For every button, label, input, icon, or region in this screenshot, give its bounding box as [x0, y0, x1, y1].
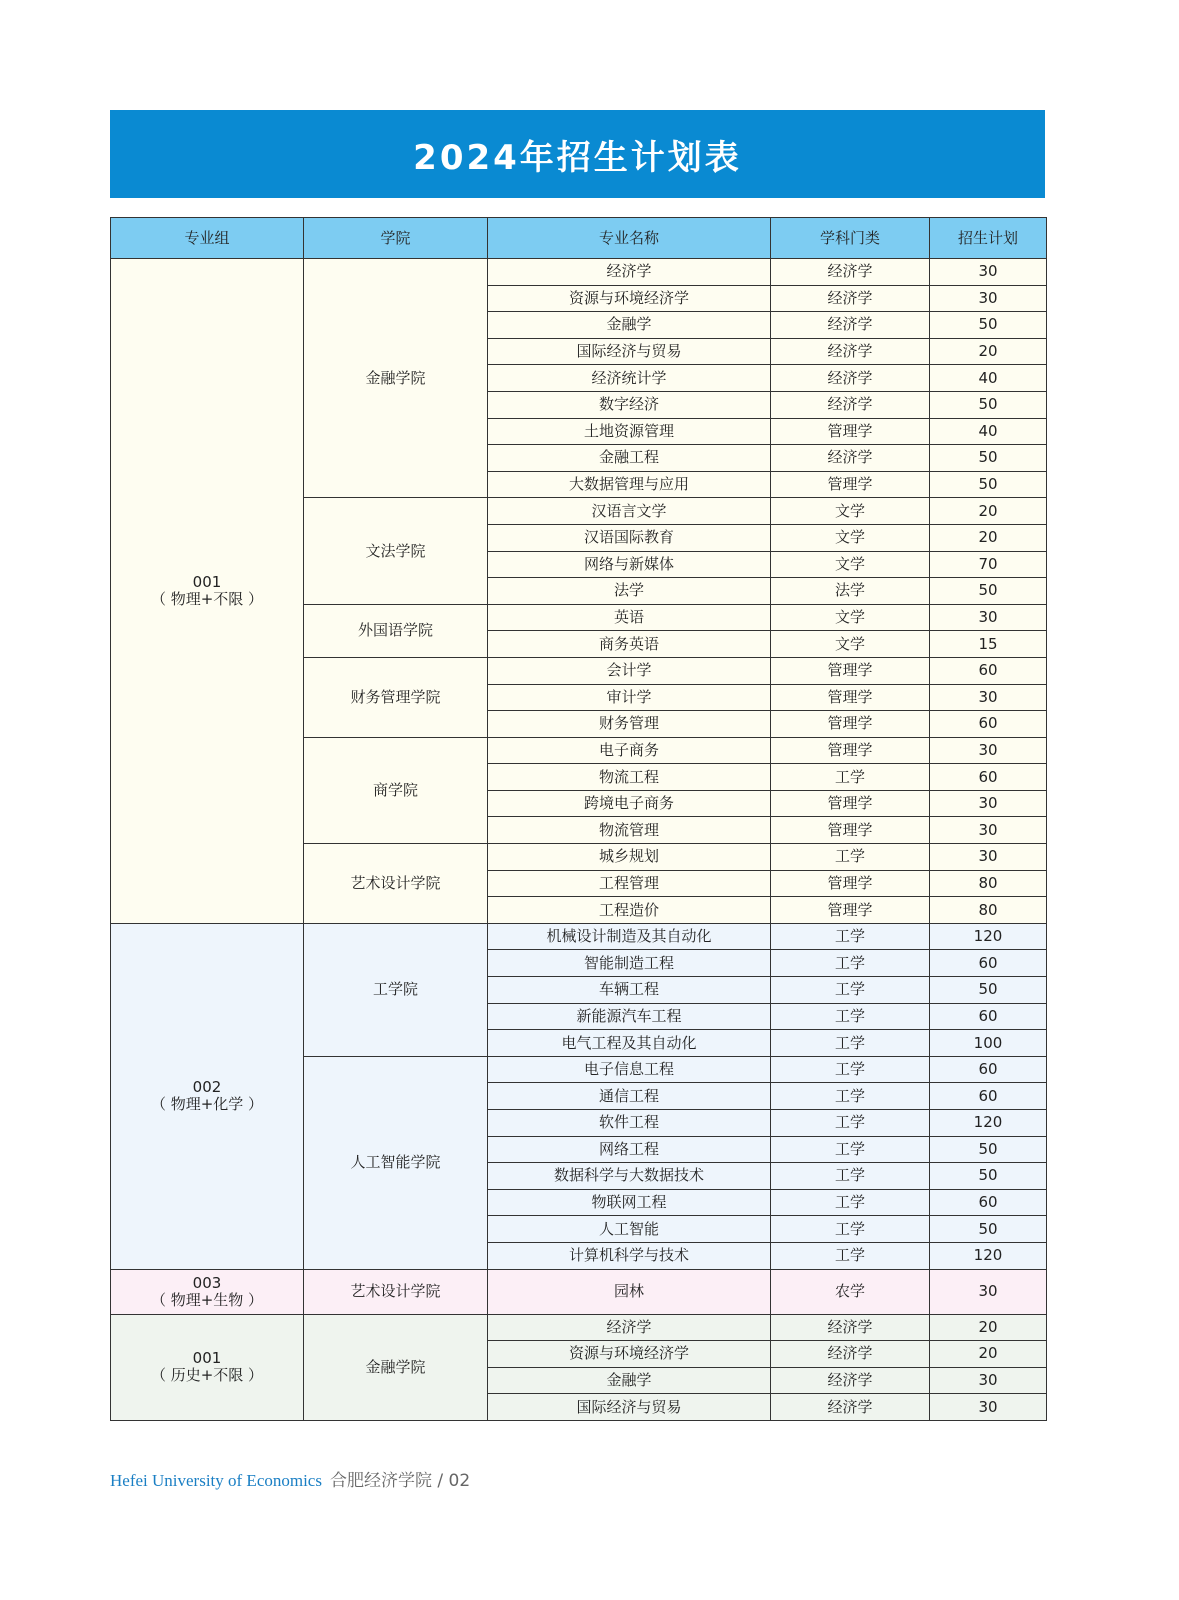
major-name: 商务英语: [488, 631, 771, 658]
major-name: 电气工程及其自动化: [488, 1030, 771, 1057]
major-name: 软件工程: [488, 1110, 771, 1137]
major-name: 数字经济: [488, 391, 771, 418]
discipline-category: 管理学: [771, 471, 930, 498]
enrollment-quota: 30: [930, 684, 1047, 711]
enrollment-quota: 30: [930, 790, 1047, 817]
discipline-category: 经济学: [771, 312, 930, 339]
enrollment-quota: 70: [930, 551, 1047, 578]
discipline-category: 文学: [771, 498, 930, 525]
discipline-category: 经济学: [771, 259, 930, 286]
major-name: 网络与新媒体: [488, 551, 771, 578]
discipline-category: 工学: [771, 1136, 930, 1163]
major-name: 英语: [488, 604, 771, 631]
header-category: 学科门类: [771, 218, 930, 259]
enrollment-quota: 50: [930, 578, 1047, 605]
major-name: 汉语国际教育: [488, 524, 771, 551]
discipline-category: 工学: [771, 764, 930, 791]
college-cell: 金融学院: [304, 1314, 488, 1420]
major-name: 计算机科学与技术: [488, 1242, 771, 1269]
enrollment-quota: 40: [930, 418, 1047, 445]
major-name: 金融学: [488, 1367, 771, 1394]
enrollment-quota: 120: [930, 923, 1047, 950]
footer-university-en: Hefei University of Economics: [110, 1471, 322, 1490]
enrollment-quota: 60: [930, 1056, 1047, 1083]
discipline-category: 经济学: [771, 445, 930, 472]
major-name: 经济学: [488, 1314, 771, 1341]
college-cell: 艺术设计学院: [304, 1269, 488, 1314]
major-name: 新能源汽车工程: [488, 1003, 771, 1030]
enrollment-quota: 30: [930, 1394, 1047, 1421]
enrollment-quota: 30: [930, 817, 1047, 844]
enrollment-quota: 40: [930, 365, 1047, 392]
enrollment-quota: 60: [930, 1003, 1047, 1030]
discipline-category: 工学: [771, 1189, 930, 1216]
enrollment-quota: 120: [930, 1110, 1047, 1137]
discipline-category: 工学: [771, 923, 930, 950]
major-group-cell: [111, 259, 304, 924]
college-cell: 工学院: [304, 923, 488, 1056]
major-name: 网络工程: [488, 1136, 771, 1163]
discipline-category: 经济学: [771, 391, 930, 418]
discipline-category: 工学: [771, 1056, 930, 1083]
discipline-category: 经济学: [771, 365, 930, 392]
discipline-category: 文学: [771, 551, 930, 578]
page-title: 2024年招生计划表: [110, 110, 1045, 198]
major-name: 资源与环境经济学: [488, 1341, 771, 1368]
group-subjects: （ 物理+化学 ）: [150, 1095, 264, 1114]
enrollment-quota: 60: [930, 657, 1047, 684]
major-name: 智能制造工程: [488, 950, 771, 977]
discipline-category: 工学: [771, 1003, 930, 1030]
discipline-category: 管理学: [771, 897, 930, 924]
enrollment-quota: 80: [930, 870, 1047, 897]
major-name: 审计学: [488, 684, 771, 711]
college-cell: 艺术设计学院: [304, 844, 488, 924]
enrollment-quota: 15: [930, 631, 1047, 658]
enrollment-quota: 60: [930, 1083, 1047, 1110]
footer-university-cn: 合肥经济学院 / 02: [329, 1471, 471, 1491]
table-row: [111, 923, 1047, 950]
major-name: 金融学: [488, 312, 771, 339]
major-name: 数据科学与大数据技术: [488, 1163, 771, 1190]
enrollment-quota: 50: [930, 1216, 1047, 1243]
enrollment-quota: 30: [930, 737, 1047, 764]
enrollment-quota: 30: [930, 259, 1047, 286]
discipline-category: 工学: [771, 1083, 930, 1110]
major-name: 人工智能: [488, 1216, 771, 1243]
enrollment-quota: 30: [930, 1367, 1047, 1394]
discipline-category: 管理学: [771, 870, 930, 897]
enrollment-quota: 50: [930, 1136, 1047, 1163]
table-row: [111, 1269, 1047, 1314]
enrollment-quota: 20: [930, 498, 1047, 525]
table-row: [111, 259, 1047, 286]
major-name: 汉语言文学: [488, 498, 771, 525]
enrollment-quota: 60: [930, 711, 1047, 738]
enrollment-quota: 50: [930, 471, 1047, 498]
group-subjects: （ 历史+不限 ）: [150, 1366, 264, 1385]
discipline-category: 法学: [771, 578, 930, 605]
discipline-category: 经济学: [771, 1314, 930, 1341]
major-name: 园林: [488, 1269, 771, 1314]
enrollment-quota: 30: [930, 604, 1047, 631]
major-name: 经济学: [488, 259, 771, 286]
discipline-category: 农学: [771, 1269, 930, 1314]
discipline-category: 管理学: [771, 418, 930, 445]
major-name: 物联网工程: [488, 1189, 771, 1216]
major-name: 通信工程: [488, 1083, 771, 1110]
enrollment-quota: 20: [930, 338, 1047, 365]
discipline-category: 文学: [771, 631, 930, 658]
major-name: 大数据管理与应用: [488, 471, 771, 498]
enrollment-quota: 50: [930, 1163, 1047, 1190]
enrollment-quota: 60: [930, 1189, 1047, 1216]
group-subjects: （ 物理+不限 ）: [150, 589, 264, 608]
table-header-row: [111, 218, 1047, 259]
major-group-cell: [111, 1314, 304, 1420]
college-cell: 商学院: [304, 737, 488, 843]
group-code: 001: [192, 572, 222, 591]
discipline-category: 经济学: [771, 285, 930, 312]
enrollment-quota: 20: [930, 524, 1047, 551]
major-name: 资源与环境经济学: [488, 285, 771, 312]
discipline-category: 管理学: [771, 657, 930, 684]
group-subjects: （ 物理+生物 ）: [150, 1290, 264, 1309]
discipline-category: 工学: [771, 1030, 930, 1057]
major-name: 电子商务: [488, 737, 771, 764]
enrollment-quota: 60: [930, 764, 1047, 791]
major-name: 经济统计学: [488, 365, 771, 392]
major-name: 工程造价: [488, 897, 771, 924]
discipline-category: 管理学: [771, 684, 930, 711]
discipline-category: 文学: [771, 604, 930, 631]
major-name: 会计学: [488, 657, 771, 684]
discipline-category: 工学: [771, 844, 930, 871]
enrollment-plan-table: [110, 217, 1047, 1421]
major-name: 物流工程: [488, 764, 771, 791]
discipline-category: 工学: [771, 1163, 930, 1190]
discipline-category: 工学: [771, 1216, 930, 1243]
discipline-category: 管理学: [771, 737, 930, 764]
enrollment-quota: 120: [930, 1242, 1047, 1269]
major-name: 法学: [488, 578, 771, 605]
discipline-category: 文学: [771, 524, 930, 551]
major-name: 车辆工程: [488, 977, 771, 1004]
group-code: 002: [192, 1078, 222, 1097]
college-cell: 金融学院: [304, 259, 488, 498]
discipline-category: 经济学: [771, 1394, 930, 1421]
discipline-category: 经济学: [771, 1367, 930, 1394]
major-name: 城乡规划: [488, 844, 771, 871]
enrollment-quota: 60: [930, 950, 1047, 977]
major-name: 机械设计制造及其自动化: [488, 923, 771, 950]
major-group-cell: [111, 1269, 304, 1314]
major-name: 国际经济与贸易: [488, 1394, 771, 1421]
major-name: 土地资源管理: [488, 418, 771, 445]
enrollment-quota: 20: [930, 1341, 1047, 1368]
enrollment-quota: 50: [930, 445, 1047, 472]
discipline-category: 工学: [771, 950, 930, 977]
major-name: 财务管理: [488, 711, 771, 738]
major-name: 跨境电子商务: [488, 790, 771, 817]
major-name: 国际经济与贸易: [488, 338, 771, 365]
discipline-category: 工学: [771, 1242, 930, 1269]
enrollment-quota: 50: [930, 391, 1047, 418]
enrollment-quota: 50: [930, 977, 1047, 1004]
group-code: 003: [192, 1273, 222, 1292]
enrollment-quota: 50: [930, 312, 1047, 339]
footer: [110, 1466, 470, 1491]
major-group-cell: [111, 923, 304, 1269]
header-college: 学院: [304, 218, 488, 259]
discipline-category: 工学: [771, 1110, 930, 1137]
header-group: 专业组: [111, 218, 304, 259]
discipline-category: 工学: [771, 977, 930, 1004]
enrollment-quota: 100: [930, 1030, 1047, 1057]
discipline-category: 经济学: [771, 338, 930, 365]
discipline-category: 管理学: [771, 790, 930, 817]
header-major: 专业名称: [488, 218, 771, 259]
header-quota: 招生计划: [930, 218, 1047, 259]
major-name: 电子信息工程: [488, 1056, 771, 1083]
enrollment-quota: 30: [930, 1269, 1047, 1314]
discipline-category: 经济学: [771, 1341, 930, 1368]
enrollment-quota: 80: [930, 897, 1047, 924]
college-cell: 文法学院: [304, 498, 488, 604]
discipline-category: 管理学: [771, 711, 930, 738]
college-cell: 人工智能学院: [304, 1056, 488, 1269]
table-row: [111, 1314, 1047, 1341]
group-code: 001: [192, 1349, 222, 1368]
major-name: 工程管理: [488, 870, 771, 897]
major-name: 金融工程: [488, 445, 771, 472]
enrollment-quota: 20: [930, 1314, 1047, 1341]
enrollment-quota: 30: [930, 285, 1047, 312]
enrollment-quota: 30: [930, 844, 1047, 871]
college-cell: 外国语学院: [304, 604, 488, 657]
discipline-category: 管理学: [771, 817, 930, 844]
college-cell: 财务管理学院: [304, 657, 488, 737]
major-name: 物流管理: [488, 817, 771, 844]
